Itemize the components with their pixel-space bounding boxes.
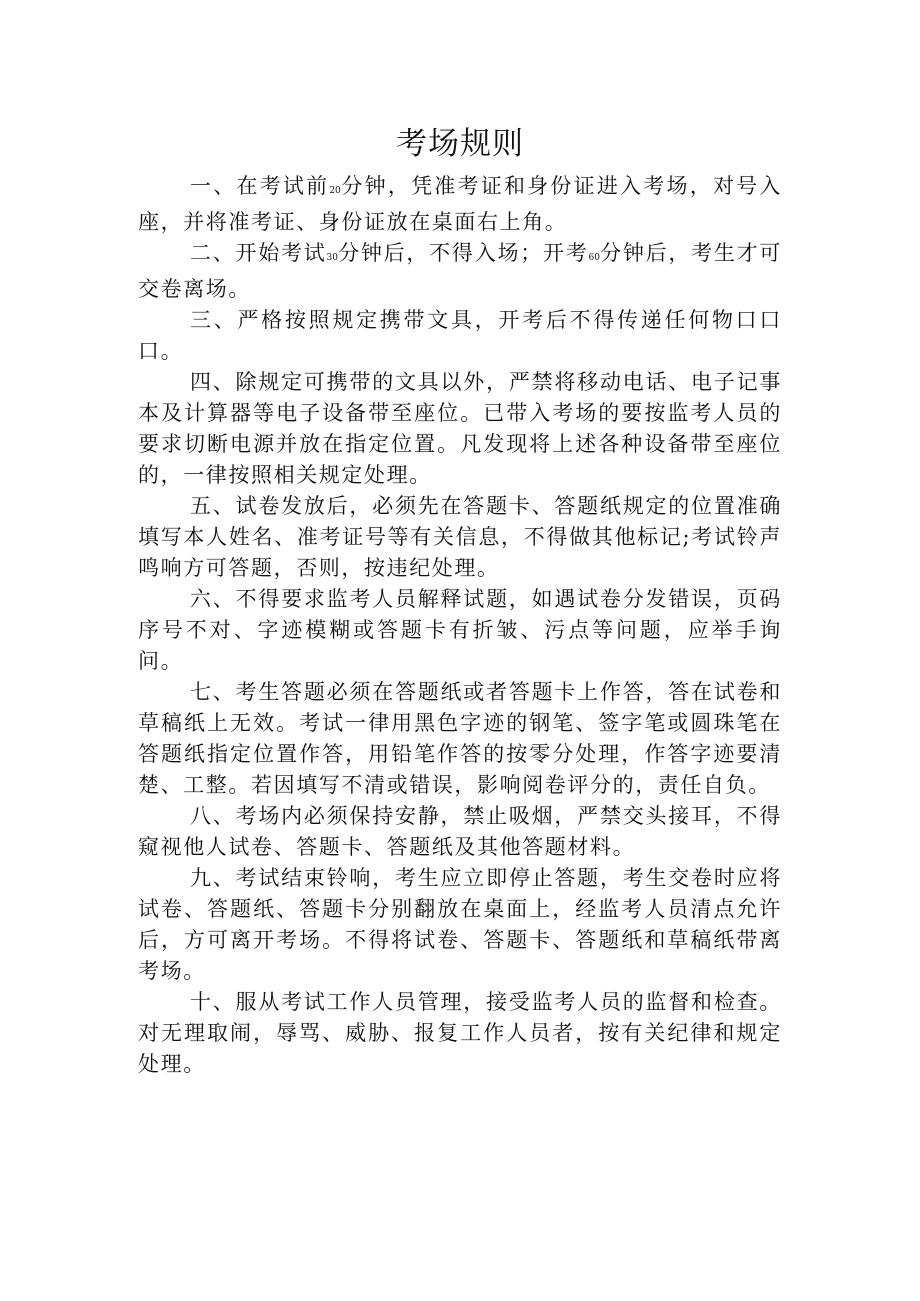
rule-1-text-b: 分钟，凭准考证和身份证进入考场，对号入座，并将准考证、身份证放在桌面右上角。 <box>138 174 782 234</box>
rule-2-text-c: 分钟后，考生才可交卷离场。 <box>138 241 782 301</box>
rule-5: 五、试卷发放后，必须先在答题卡、答题纸规定的位置准确填写本人姓名、准考证号等有关信息，不得做其他标记;考试铃声鸣响方可答题，否则，按违纪处理。 <box>138 494 782 580</box>
rules-body <box>138 171 782 1080</box>
rule-1 <box>138 171 782 238</box>
rule-1-minutes: 20 <box>329 186 341 196</box>
rule-4: 四、除规定可携带的文具以外，严禁将移动电话、电子记事本及计算器等电子设备带至座位。已带入考场的要按监考人员的要求切断电源并放在指定位置。凡发现将上述各种设备带至座位的，一律按照相关规定处理。 <box>138 370 782 487</box>
rule-9: 九、考试结束铃响，考生应立即停止答题，考生交卷时应将试卷、答题纸、答题卡分别翻放在桌面上，经监考人员清点允许后，方可离开考场。不得将试卷、答题卡、答题纸和草稿纸带离考场。 <box>138 866 782 983</box>
rule-2-text-a: 二、开始考试 <box>190 241 327 265</box>
rule-10: 十、服从考试工作人员管理，接受监考人员的监督和检查。对无理取闹，辱骂、威胁、报复工作人员者，按有关纪律和规定处理。 <box>138 990 782 1076</box>
rule-2-text-b: 分钟后，不得入场；开考 <box>338 241 589 265</box>
rule-6: 六、不得要求监考人员解释试题，如遇试卷分发错误，页码序号不对、字迹模糊或答题卡有折皱、污点等问题，应举手询问。 <box>138 587 782 673</box>
page-title: 考场规则 <box>396 126 524 162</box>
rule-2 <box>138 238 782 305</box>
rule-8: 八、考场内必须保持安静，禁止吸烟，严禁交头接耳，不得窥视他人试卷、答题卡、答题纸及其他答题材料。 <box>138 804 782 859</box>
rule-2-minutes-entry: 30 <box>326 253 338 263</box>
rule-2-minutes-leave: 60 <box>588 253 600 263</box>
rule-7: 七、考生答题必须在答题纸或者答题卡上作答，答在试卷和草稿纸上无效。考试一律用黑色字迹的钢笔、签字笔或圆珠笔在答题纸指定位置作答，用铅笔作答的按零分处理，作答字迹要清楚、工整。若因填写不清或错误，影响阅卷评分的，责任自负。 <box>138 680 782 797</box>
rule-1-text-a: 一、在考试前 <box>190 174 330 198</box>
rule-3: 三、严格按照规定携带文具，开考后不得传递任何物口口口。 <box>138 308 782 363</box>
